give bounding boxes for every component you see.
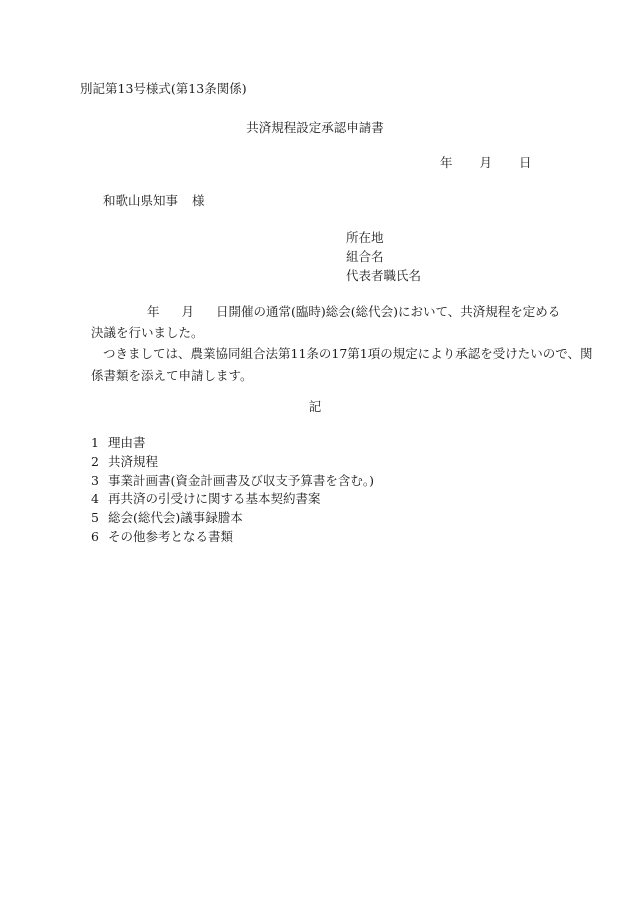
list-item [91, 531, 233, 544]
p1-text: 日開催の通常(臨時)総会(総代会)において、共済規程を定める [216, 304, 561, 319]
item-number: 5 [91, 510, 99, 525]
applicant-location: 所在地 [346, 230, 384, 245]
list-item [91, 437, 146, 450]
p1-year: 年 [147, 304, 160, 319]
addressee-name: 和歌山県知事 [103, 193, 179, 208]
document-title: 共済規程設定承認申請書 [246, 120, 384, 135]
addressee [103, 195, 205, 208]
item-number: 6 [91, 529, 99, 544]
body-paragraph-2: つきましては、農業協同組合法第11条の17第1項の規定により承認を受けたいので、関 [103, 346, 593, 361]
applicant-union-name: 組合名 [346, 249, 384, 264]
item-text: その他参考となる書類 [108, 529, 234, 544]
body-paragraph-1-cont: 決議を行いました。 [91, 325, 204, 340]
body-paragraph-1 [91, 306, 560, 319]
addressee-honorific: 様 [192, 193, 205, 208]
item-text: 共済規程 [108, 454, 159, 469]
list-item [91, 512, 243, 525]
applicant-representative: 代表者職氏名 [346, 268, 422, 283]
body-paragraph-2-cont: 係書類を添えて申請します。 [91, 368, 253, 383]
list-item [91, 493, 321, 506]
list-item [91, 456, 158, 469]
item-number: 3 [91, 473, 99, 488]
item-text: 再共済の引受けに関する基本契約書案 [108, 491, 321, 506]
ki-heading: 記 [308, 399, 322, 414]
form-label: 別記第13号様式(第13条関係) [80, 81, 247, 96]
item-number: 1 [91, 435, 99, 450]
date-line [440, 157, 532, 170]
item-text: 総会(総代会)議事録謄本 [108, 510, 243, 525]
item-text: 事業計画書(資金計画書及び収支予算書を含む。) [108, 473, 375, 488]
date-year: 年 [440, 155, 453, 170]
item-number: 2 [91, 454, 99, 469]
date-month: 月 [479, 155, 493, 170]
p1-month: 月 [181, 304, 195, 319]
item-number: 4 [91, 491, 99, 506]
item-text: 理由書 [108, 435, 146, 450]
list-item [91, 475, 374, 488]
date-day: 日 [519, 155, 532, 170]
